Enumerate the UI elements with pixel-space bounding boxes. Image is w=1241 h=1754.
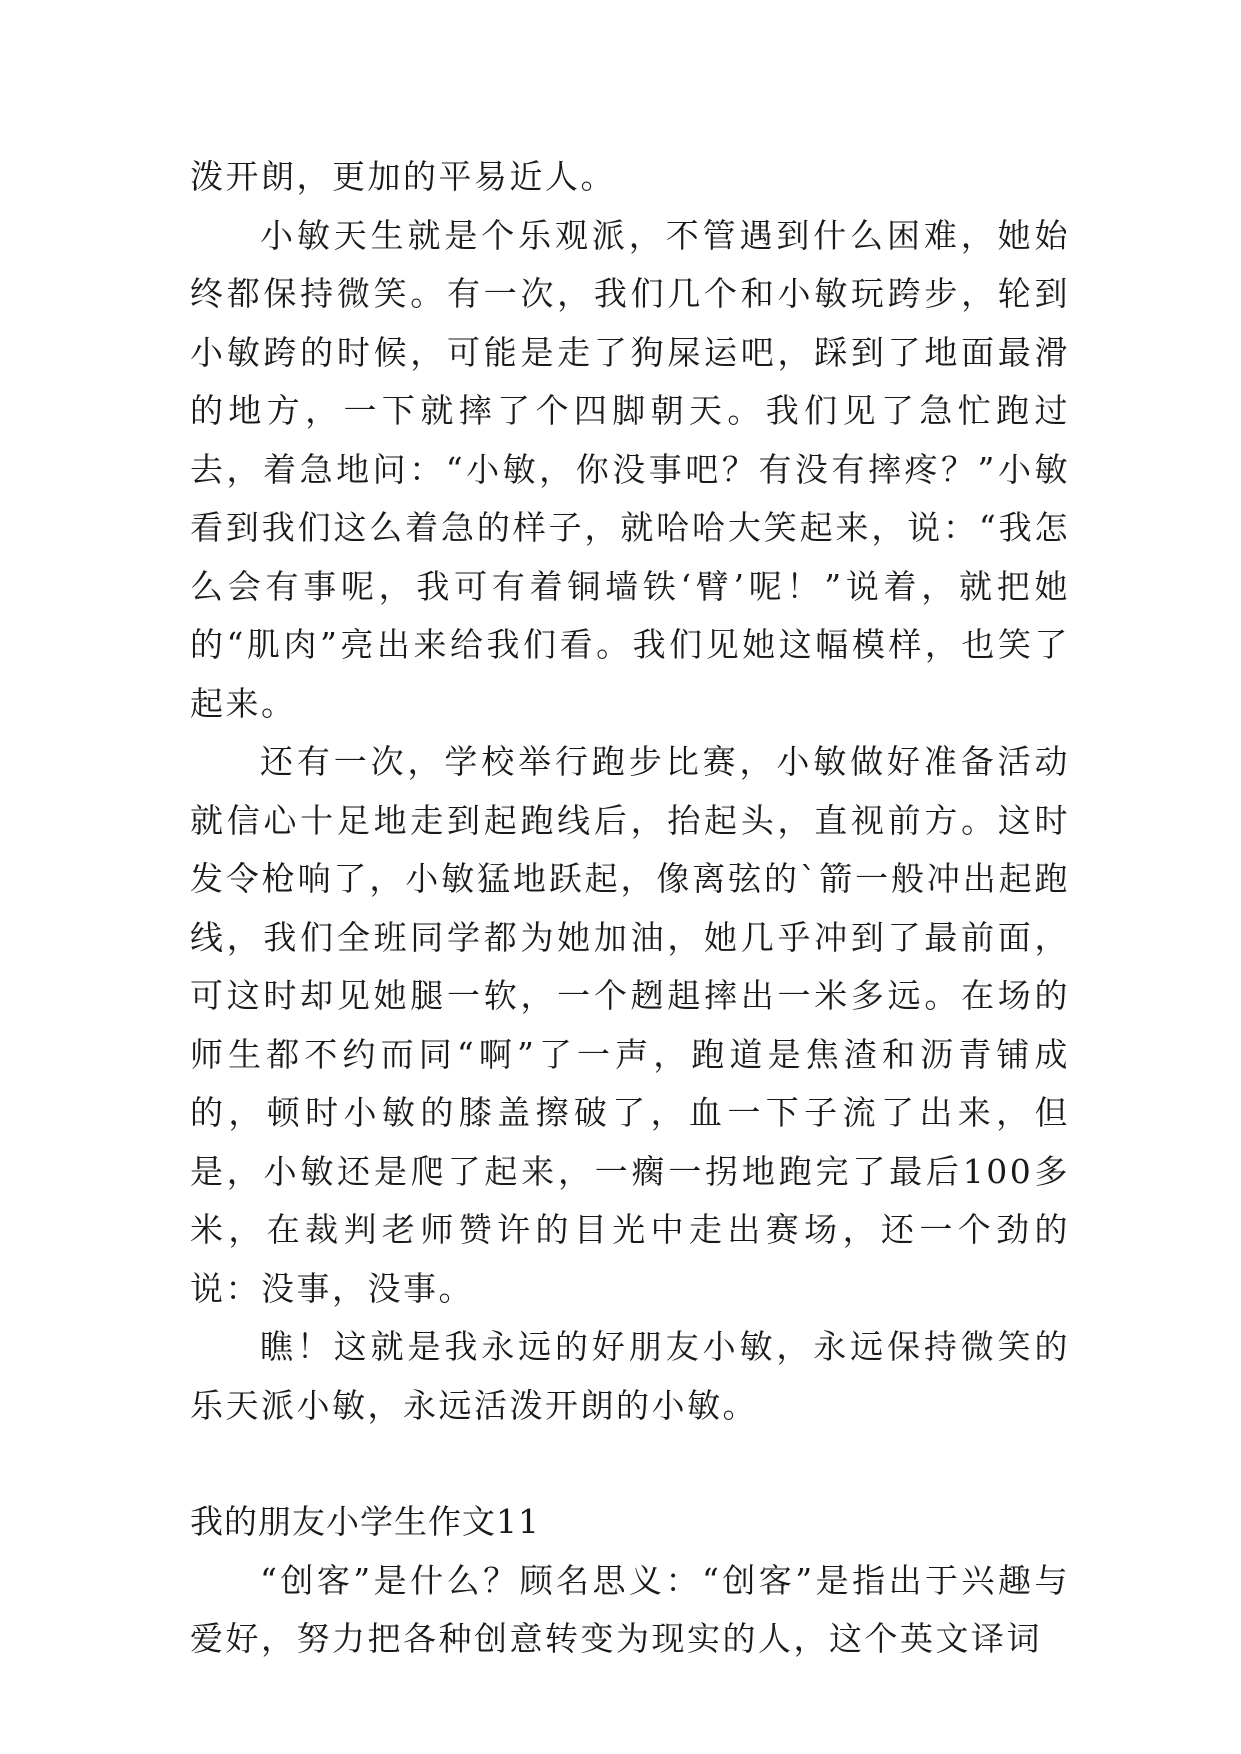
paragraph-continuation: 泼开朗，更加的平易近人。	[190, 157, 616, 196]
paragraph-race: 还有一次，学校举行跑步比赛，小敏做好准备活动就信心十足地走到起跑线后，抬起头，直视前方。这时发令枪响了，小敏猛地跃起，像离弦的`箭一般冲出起跑线，我们全班同学都为她加油，她几乎冲到了最前面，可这时却见她腿一软，一个趔趄摔出一米多远。在场的师生都不约而同“啊”了一声，跑道是焦渣和沥青铺成的，顿时小敏的膝盖擦破了，血一下子流了出来，但是，小敏还是爬了起来，一瘸一拐地跑完了最后100多米，在裁判老师赞许的目光中走出赛场，还一个劲的说：没事，没事。	[190, 742, 1070, 1308]
section-spacer	[190, 1435, 1070, 1493]
section-title: 我的朋友小学生作文11	[190, 1502, 540, 1541]
document-body	[190, 148, 1070, 1669]
paragraph-maker-intro: “创客”是什么？顾名思义：“创客”是指出于兴趣与爱好，努力把各种创意转变为现实的人，这个英文译词	[190, 1560, 1070, 1658]
paragraph-conclusion: 瞧！这就是我永远的好朋友小敏，永远保持微笑的乐天派小敏，永远活泼开朗的小敏。	[190, 1327, 1070, 1425]
paragraph-optimist: 小敏天生就是个乐观派，不管遇到什么困难，她始终都保持微笑。有一次，我们几个和小敏玩跨步，轮到小敏跨的时候，可能是走了狗屎运吧，踩到了地面最滑的地方，一下就摔了个四脚朝天。我们见了急忙跑过去，着急地问：“小敏，你没事吧？有没有摔疼？”小敏看到我们这么着急的样子，就哈哈大笑起来，说：“我怎么会有事呢，我可有着铜墙铁‘臂’呢！”说着，就把她的“肌肉”亮出来给我们看。我们见她这幅模样，也笑了起来。	[190, 215, 1070, 723]
